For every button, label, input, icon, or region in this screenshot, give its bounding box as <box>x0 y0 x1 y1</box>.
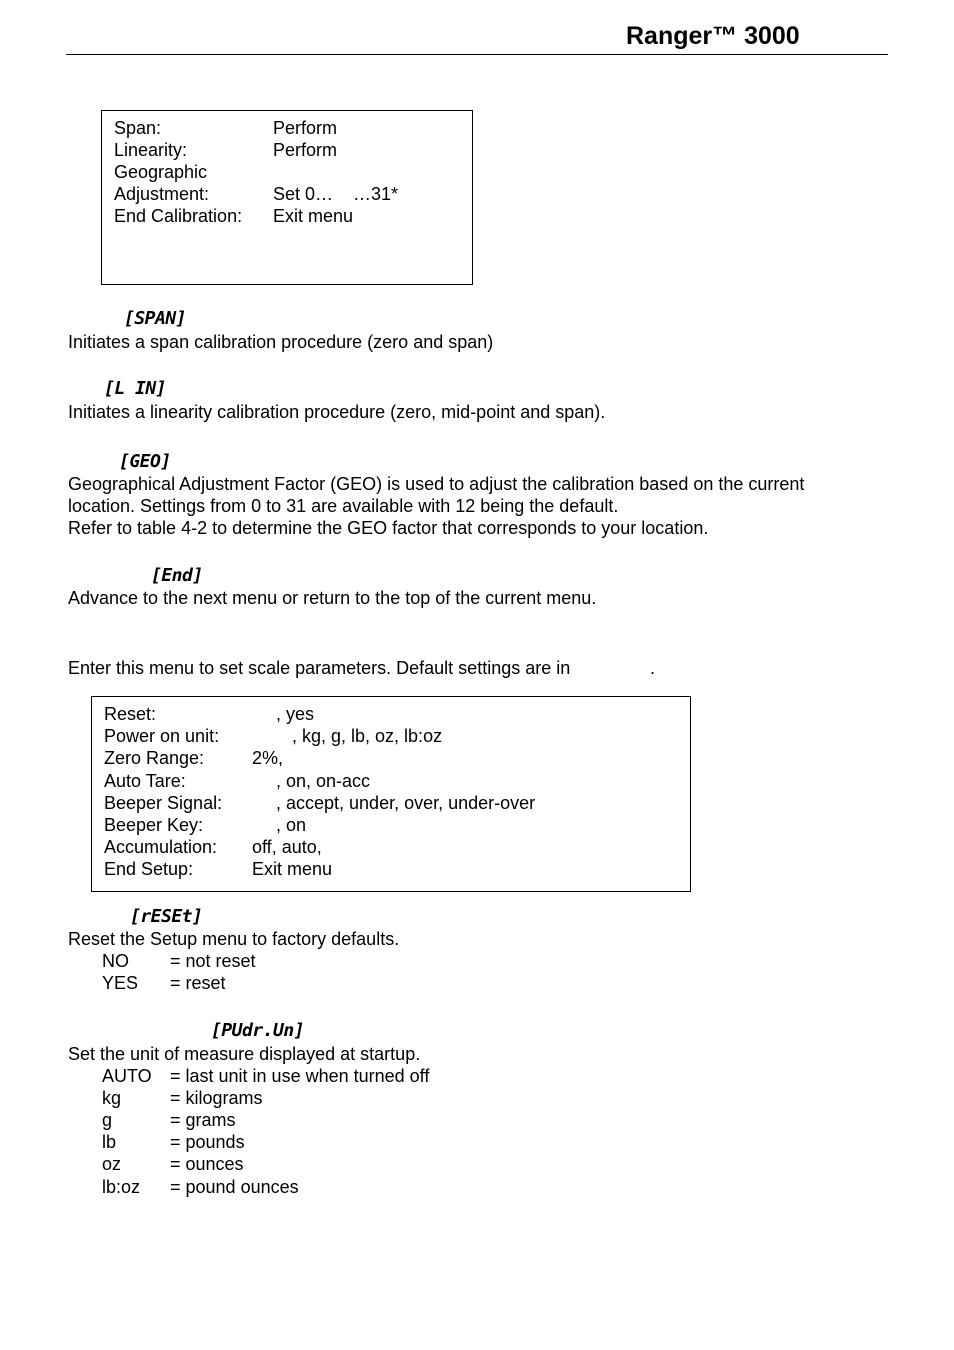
unit-option-value: = kilograms <box>170 1088 263 1108</box>
calibration-menu-box <box>101 110 473 285</box>
cal-row-value: Perform <box>273 140 338 160</box>
unit-option-key: oz <box>102 1154 122 1174</box>
setup-row-label: Power on unit: <box>104 726 220 746</box>
header-rule <box>66 54 888 55</box>
setup-row-value: Exit menu <box>252 859 333 879</box>
cal-row-label: End Calibration: <box>114 206 243 226</box>
setup-row-label: Zero Range: <box>104 748 205 768</box>
geo-description-line: location. Settings from 0 to 31 are available with 12 being the default. <box>68 496 619 516</box>
unit-option-value: = ounces <box>170 1154 244 1174</box>
cal-row-label: Linearity: <box>114 140 188 160</box>
reset-display-token: [rESEt] <box>130 906 203 927</box>
setup-row-value: 2%, <box>252 748 284 768</box>
cal-row-label: Span: <box>114 118 162 138</box>
setup-row-value: , on, on-acc <box>276 771 371 791</box>
setup-row-label: Reset: <box>104 704 157 724</box>
setup-row-value: , yes <box>276 704 315 724</box>
unit-option-key: AUTO <box>102 1066 152 1086</box>
setup-row-label: Accumulation: <box>104 837 218 857</box>
power-unit-description: Set the unit of measure displayed at startup. <box>68 1044 421 1064</box>
setup-intro-suffix: . <box>650 658 656 678</box>
cal-row-value: Set 0… …31* <box>273 184 399 204</box>
setup-row-value: , accept, under, over, under-over <box>276 793 536 813</box>
unit-option-value: = grams <box>170 1110 236 1130</box>
setup-row-value: off, auto, <box>252 837 322 857</box>
end-display-token: [End] <box>151 565 203 586</box>
setup-row-value: , kg, g, lb, oz, lb:oz <box>292 726 443 746</box>
unit-option-key: kg <box>102 1088 122 1108</box>
setup-row-label: Auto Tare: <box>104 771 186 791</box>
cal-row-value: Perform <box>273 118 338 138</box>
power-unit-display-token: [PUdr.Un] <box>211 1020 305 1041</box>
unit-option-key: lb <box>102 1132 117 1152</box>
span-display-token: [SPAN] <box>124 308 187 329</box>
setup-row-label: End Setup: <box>104 859 194 879</box>
reset-option-key: NO <box>102 951 129 971</box>
setup-row-label: Beeper Key: <box>104 815 204 835</box>
geo-description-line: Geographical Adjustment Factor (GEO) is used to adjust the calibration based on the current <box>68 474 805 494</box>
setup-row-label: Beeper Signal: <box>104 793 223 813</box>
reset-option-value: = not reset <box>170 951 256 971</box>
unit-option-value: = pounds <box>170 1132 245 1152</box>
cal-row-label: Adjustment: <box>114 184 210 204</box>
lin-display-token: [L IN] <box>104 378 167 399</box>
unit-option-key: g <box>102 1110 113 1130</box>
unit-option-value: = last unit in use when turned off <box>170 1066 430 1086</box>
setup-row-value: , on <box>276 815 307 835</box>
cal-row-label: Geographic <box>114 162 208 182</box>
geo-display-token: [GEO] <box>119 451 171 472</box>
cal-row-value: Exit menu <box>273 206 354 226</box>
setup-intro: Enter this menu to set scale parameters. Default settings are in <box>68 658 571 678</box>
unit-option-value: = pound ounces <box>170 1177 299 1197</box>
reset-option-value: = reset <box>170 973 226 993</box>
setup-menu-box <box>91 696 691 892</box>
geo-description-line: Refer to table 4-2 to determine the GEO factor that corresponds to your location. <box>68 518 709 538</box>
reset-description: Reset the Setup menu to factory defaults. <box>68 929 400 949</box>
end-description: Advance to the next menu or return to the top of the current menu. <box>68 588 597 608</box>
unit-option-key: lb:oz <box>102 1177 141 1197</box>
lin-description: Initiates a linearity calibration procedure (zero, mid-point and span). <box>68 402 606 422</box>
reset-option-key: YES <box>102 973 139 993</box>
span-description: Initiates a span calibration procedure (zero and span) <box>68 332 494 352</box>
page-title: Ranger™ 3000 <box>626 22 800 50</box>
